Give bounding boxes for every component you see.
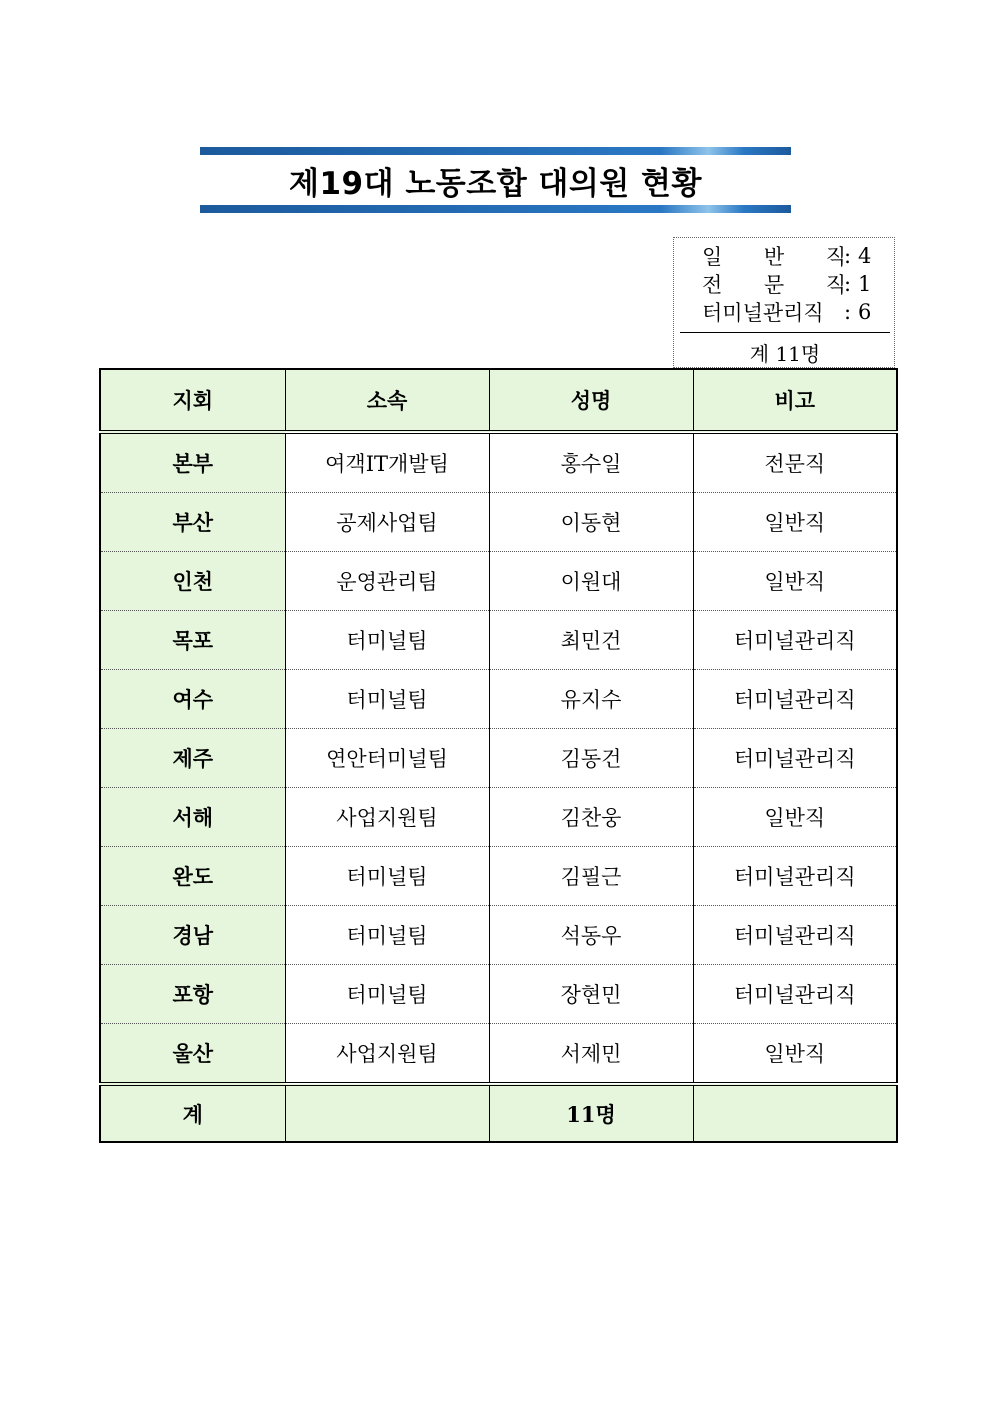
footer-note bbox=[693, 1084, 897, 1142]
summary-label: 일 반 직 bbox=[702, 245, 846, 269]
name-cell: 김동건 bbox=[489, 729, 693, 788]
department-cell: 여객IT개발팀 bbox=[285, 432, 489, 493]
table-row bbox=[100, 788, 897, 847]
footer-department bbox=[285, 1084, 489, 1142]
note-cell: 일반직 bbox=[693, 788, 897, 847]
table-row bbox=[100, 729, 897, 788]
table-row bbox=[100, 847, 897, 906]
delegate-table bbox=[99, 368, 898, 1143]
name-cell: 김찬웅 bbox=[489, 788, 693, 847]
note-cell: 터미널관리직 bbox=[693, 729, 897, 788]
table-body bbox=[100, 432, 897, 1084]
department-cell: 사업지원팀 bbox=[285, 1024, 489, 1085]
branch-cell: 경남 bbox=[100, 906, 285, 965]
department-cell: 운영관리팀 bbox=[285, 552, 489, 611]
summary-value: 4 bbox=[858, 244, 872, 268]
name-cell: 홍수일 bbox=[489, 432, 693, 493]
name-cell: 이동현 bbox=[489, 493, 693, 552]
title-bar-bottom bbox=[200, 205, 791, 213]
note-cell: 터미널관리직 bbox=[693, 670, 897, 729]
summary-value: 6 bbox=[858, 300, 872, 324]
branch-cell: 완도 bbox=[100, 847, 285, 906]
title-bar-top bbox=[200, 147, 791, 155]
note-cell: 터미널관리직 bbox=[693, 847, 897, 906]
table-row bbox=[100, 432, 897, 493]
table-row bbox=[100, 670, 897, 729]
department-cell: 터미널팀 bbox=[285, 906, 489, 965]
header-note: 비고 bbox=[693, 369, 897, 432]
name-cell: 장현민 bbox=[489, 965, 693, 1024]
footer-total: 11명 bbox=[489, 1084, 693, 1142]
branch-cell: 본부 bbox=[100, 432, 285, 493]
summary-value: 1 bbox=[858, 272, 872, 296]
branch-cell: 목포 bbox=[100, 611, 285, 670]
summary-label: 전 문 직 bbox=[702, 273, 846, 297]
title-banner bbox=[200, 147, 791, 213]
department-cell: 터미널팀 bbox=[285, 847, 489, 906]
department-cell: 터미널팀 bbox=[285, 965, 489, 1024]
summary-box bbox=[673, 237, 895, 368]
header-department: 소속 bbox=[285, 369, 489, 432]
note-cell: 일반직 bbox=[693, 493, 897, 552]
branch-cell: 인천 bbox=[100, 552, 285, 611]
summary-row-professional: 전 문 직 : 1 bbox=[702, 272, 872, 297]
note-cell: 전문직 bbox=[693, 432, 897, 493]
name-cell: 이원대 bbox=[489, 552, 693, 611]
name-cell: 석동우 bbox=[489, 906, 693, 965]
table-row bbox=[100, 906, 897, 965]
branch-cell: 울산 bbox=[100, 1024, 285, 1085]
note-cell: 터미널관리직 bbox=[693, 906, 897, 965]
branch-cell: 서해 bbox=[100, 788, 285, 847]
branch-cell: 여수 bbox=[100, 670, 285, 729]
branch-cell: 포항 bbox=[100, 965, 285, 1024]
header-branch: 지회 bbox=[100, 369, 285, 432]
department-cell: 사업지원팀 bbox=[285, 788, 489, 847]
page-title: 제19대 노동조합 대의원 현황 bbox=[289, 165, 702, 202]
footer-label: 계 bbox=[100, 1084, 285, 1142]
summary-total: 계 11명 bbox=[749, 342, 821, 366]
note-cell: 일반직 bbox=[693, 1024, 897, 1085]
department-cell: 터미널팀 bbox=[285, 611, 489, 670]
summary-row-general: 일 반 직 : 4 bbox=[702, 244, 872, 269]
table-header-row bbox=[100, 369, 897, 432]
name-cell: 최민건 bbox=[489, 611, 693, 670]
table-row bbox=[100, 611, 897, 670]
note-cell: 터미널관리직 bbox=[693, 611, 897, 670]
name-cell: 유지수 bbox=[489, 670, 693, 729]
table-footer-row bbox=[100, 1084, 897, 1142]
department-cell: 연안터미널팀 bbox=[285, 729, 489, 788]
note-cell: 일반직 bbox=[693, 552, 897, 611]
name-cell: 김필근 bbox=[489, 847, 693, 906]
branch-cell: 제주 bbox=[100, 729, 285, 788]
table-row bbox=[100, 965, 897, 1024]
table-row bbox=[100, 552, 897, 611]
summary-divider bbox=[680, 332, 890, 333]
note-cell: 터미널관리직 bbox=[693, 965, 897, 1024]
summary-label: 터미널관리직 bbox=[702, 301, 824, 325]
branch-cell: 부산 bbox=[100, 493, 285, 552]
header-name: 성명 bbox=[489, 369, 693, 432]
name-cell: 서제민 bbox=[489, 1024, 693, 1085]
department-cell: 공제사업팀 bbox=[285, 493, 489, 552]
table-row bbox=[100, 493, 897, 552]
table-row bbox=[100, 1024, 897, 1085]
summary-row-terminal: 터미널관리직 : 6 bbox=[702, 300, 872, 325]
department-cell: 터미널팀 bbox=[285, 670, 489, 729]
